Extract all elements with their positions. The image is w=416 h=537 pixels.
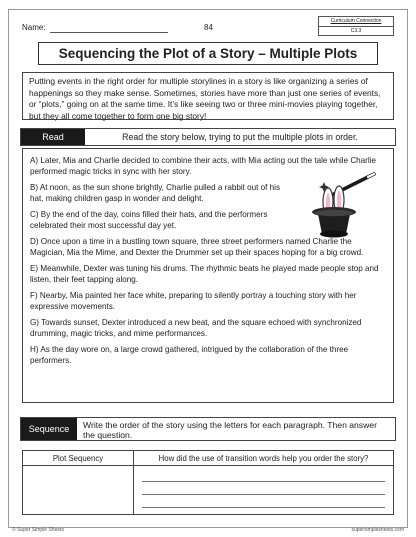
curriculum-code: C3.3 [350, 28, 362, 34]
page-number: 84 [204, 23, 213, 32]
story-paragraph-f: F) Nearby, Mia painted her face white, preparing to silently portray a touching story with her expressive movements. [30, 291, 357, 311]
footer-copyright: © Super Simple Sheets [12, 527, 65, 533]
story-paragraph-d: D) Once upon a time in a bustling town square, three street performers named Charlie the Magician, Mia the Mime, and Dexter the Drummer set up their spaces hoping for a big crowd. [30, 237, 364, 257]
read-label: Read [21, 129, 85, 145]
answer-line[interactable] [142, 507, 385, 508]
sequence-instruction: Write the order of the story using the letters for each paragraph. Then answer the question. [83, 419, 377, 440]
curriculum-connection-box [318, 16, 394, 36]
story-paragraph-b: B) At noon, as the sun shone brightly, Charlie pulled a rabbit out of his hat, making children gasp in wonder and delight. [30, 183, 281, 203]
plot-sequence-column[interactable] [23, 451, 134, 514]
worksheet-title-box [38, 42, 378, 65]
name-field[interactable] [50, 32, 168, 33]
story-paragraph-e: E) Meanwhile, Dexter was tuning his drums. The rhythmic beats he played made people stop and listen, their feet tapping along. [30, 264, 379, 284]
story-paragraph-a: A) Later, Mia and Charlie decided to combine their acts, with Mia acting out the tale while Charlie performed magic tricks in sync with her story. [30, 156, 376, 176]
read-instruction: Read the story below, trying to put the multiple plots in order. [122, 132, 358, 142]
story-paragraph-h: H) As the day wore on, a large crowd gathered, intrigued by the collaboration of the three performers. [30, 345, 349, 365]
sequence-instruction-bar [20, 417, 396, 441]
answer-line[interactable] [142, 481, 385, 482]
intro-paragraph: Putting events in the right order for multiple storylines in a story is like organizing a series of happenings so they make sense. Sometimes, stories have more than just one series of events, or “plots,” going on at the same time. It’s like seeing two or three mini-movies playing together, but they all come together to form one big story! [22, 72, 394, 120]
plot-sequence-header: Plot Sequency [23, 451, 133, 466]
name-label: Name: [22, 23, 46, 32]
question-header: How did the use of transition words help you order the story? [134, 451, 393, 466]
answer-table [22, 450, 394, 515]
magic-hat-illustration [290, 168, 380, 240]
story-paragraph-g: G) Towards sunset, Dexter introduced a new beat, and the square echoed with synchronized drumming, magic tricks, and mime performances. [30, 318, 362, 338]
worksheet-title: Sequencing the Plot of a Story – Multiple Plots [58, 46, 358, 61]
worksheet-header [16, 16, 400, 42]
top-hat-icon [312, 207, 356, 238]
answer-line[interactable] [142, 494, 385, 495]
footer-website: supersimplesheets.com [351, 527, 404, 533]
sequence-label: Sequence [21, 418, 77, 440]
curriculum-title: Curriculum Connection [319, 17, 393, 27]
question-column [134, 451, 393, 514]
story-paragraph-c: C) By the end of the day, coins filled their hats, and the performers celebrated their most successful day yet. [30, 210, 268, 230]
read-instruction-bar [20, 128, 396, 146]
